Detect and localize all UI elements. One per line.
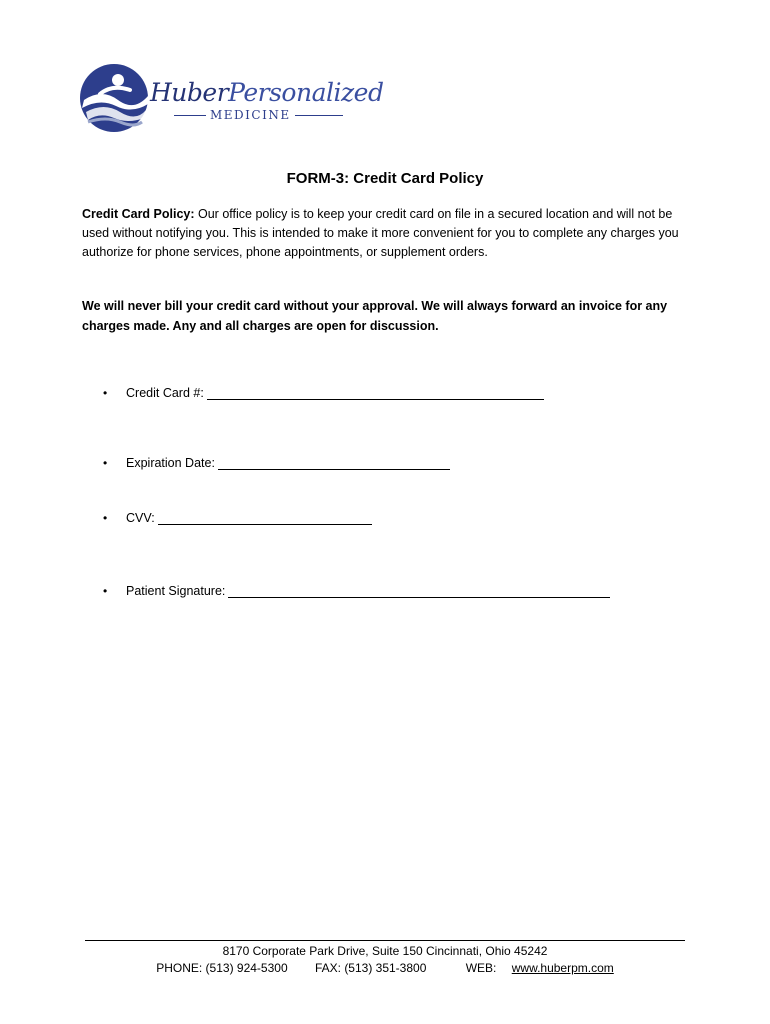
logo-subtitle-text: MEDICINE: [210, 108, 291, 122]
footer-divider: [85, 940, 685, 941]
footer-contact: [0, 961, 770, 975]
footer-fax: FAX: (513) 351-3800: [314, 961, 427, 975]
bullet: •: [103, 386, 108, 400]
policy-text: Our office policy is to keep your credit card on file in a secured location and will not be used without notifying you. This is intended to make it more convenient for you to complete any charges you authorize for phone services, phone appointments, or supplement orders.: [82, 207, 679, 259]
bullet: •: [103, 456, 108, 470]
expiration-date-input-line[interactable]: [218, 457, 450, 470]
logo-subtitle: [174, 108, 343, 122]
credit-card-input-line[interactable]: [207, 387, 544, 400]
footer-web-label: WEB:: [465, 961, 500, 975]
patient-signature-input-line[interactable]: [228, 585, 610, 598]
policy-lead: Credit Card Policy:: [82, 207, 195, 221]
website-link[interactable]: www.huberpm.com: [511, 961, 614, 975]
footer-phone: PHONE: (513) 924-5300: [156, 961, 288, 975]
logo-brand-huber: Huber: [150, 78, 229, 107]
field-label-patient-signature: Patient Signature:: [126, 584, 226, 598]
bullet: •: [103, 584, 108, 598]
field-credit-card: [103, 386, 544, 400]
field-label-expiration-date: Expiration Date:: [126, 456, 215, 470]
field-cvv: [103, 511, 372, 525]
policy-paragraph: [82, 205, 682, 262]
billing-notice: We will never bill your credit card without your approval. We will always forward an invoice for any charges made. Any and all charges are open for discussion.: [82, 299, 668, 333]
logo-brand-name: [150, 78, 383, 107]
field-expiration-date: [103, 456, 450, 470]
bullet: •: [103, 511, 108, 525]
logo-brand-personalized: Personalized: [228, 78, 384, 107]
field-label-cvv: CVV:: [126, 511, 155, 525]
footer-address: 8170 Corporate Park Drive, Suite 150 Cincinnati, Ohio 45242: [222, 944, 548, 958]
field-patient-signature: [103, 584, 610, 598]
logo-emblem-icon: [78, 60, 150, 136]
logo-rule-right: [295, 115, 343, 116]
cvv-input-line[interactable]: [158, 512, 372, 525]
field-label-credit-card: Credit Card #:: [126, 386, 204, 400]
footer-web: [454, 961, 614, 975]
form-title: FORM-3: Credit Card Policy: [286, 170, 484, 187]
logo-rule-left: [174, 115, 206, 116]
company-logo: [78, 60, 384, 140]
